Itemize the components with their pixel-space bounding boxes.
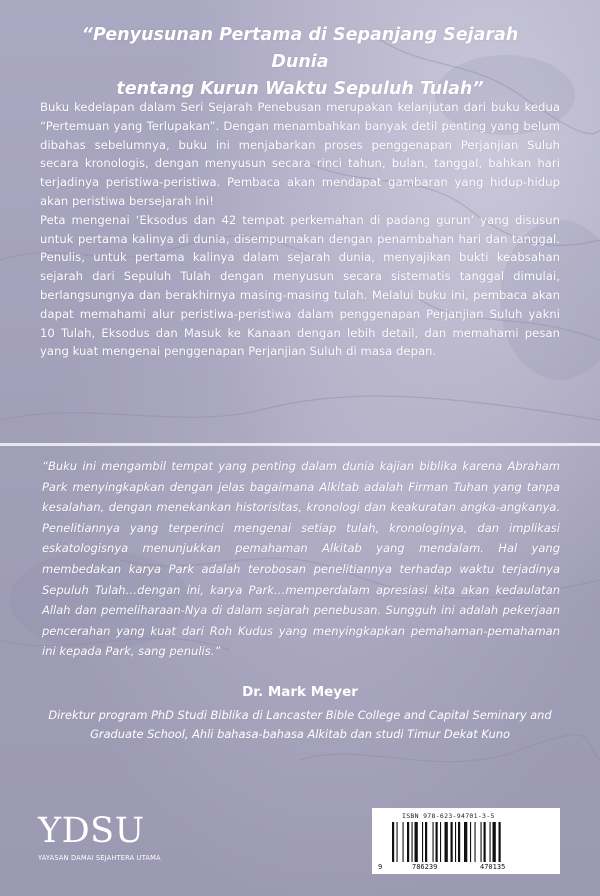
description-paragraph-2: Peta mengenai ‘Eksodus dan 42 tempat perkemahan di padang gurun’ yang disusun untuk pertama kalinya di dunia, disempurnakan dengan penambahan hari dan tanggal. Penulis, untuk pertama kalinya dalam sejarah dunia, menyajikan bukti keabsahan sejarah dari Sepuluh Tulah dengan menyusun secara sistematis tanggal dimulai, berlangsungnya dan berakhirnya masing-masing tulah. Melalui buku ini, pembaca akan dapat memahami alur peristiwa-peristiwa dalam penggenapan Perjanjian Suluh yakni 10 Tulah, Eksodus dan Masuk ke Kanaan dengan lebih detail, dan memahami pesan yang kuat mengenai penggenapan Perjanjian Suluh di masa depan. (40, 212, 560, 359)
headline (60, 22, 540, 103)
barcode-digits-group-1: 786239 (412, 863, 438, 871)
endorsement-quote: “Buku ini mengambil tempat yang penting dalam dunia kajian biblika karena Abraham Park menyingkapkan dengan jelas bagaimana Alkitab adalah Firman Tuhan yang tanpa kesalahan, dengan menekankan historisitas, kronologi dan keakuratan angka-angkanya. Penelitiannya yang terperinci mengenai setiap tulah, kronologinya, dan implikasi eskatologisnya menunjukkan pemahaman Alkitab yang mendalam. Hal yang membedakan karya Park adalah terobosan penelitiannya terhadap waktu terjadinya Sepuluh Tulah…dengan ini, karya Park…memperdalam apresiasi kita akan kedaulatan Allah dan pemeliharaan-Nya di dalam sejarah penebusan. Sungguh ini adalah pekerjaan pencerahan yang kuat dari Roh Kudus yang menyingkapkan pemahaman-pemahaman ini kepada Park, sang penulis.” (42, 459, 560, 659)
book-description (40, 98, 560, 361)
publisher-block (38, 812, 188, 862)
barcode-digit-first: 9 (378, 863, 383, 871)
publisher-name: YAYASAN DAMAI SEJAHTERA UTAMA (38, 854, 161, 862)
author-credentials: Direktur program PhD Studi Biblika di Lancaster Bible College and Capital Seminary and Graduate School, Ahli bahasa-bahasa Alkitab dan studi Timur Dekat Kuno (48, 708, 552, 741)
headline-line-2: tentang Kurun Waktu Sepuluh Tulah” (116, 79, 484, 99)
headline-line-1: “Penyusunan Pertama di Sepanjang Sejarah Dunia (81, 25, 519, 72)
endorsement-author: Dr. Mark Meyer (242, 684, 358, 700)
barcode-digits-group-2: 470135 (480, 863, 506, 871)
barcode-bars (392, 822, 542, 864)
isbn-number: ISBN 978-623-94701-3-5 (402, 812, 495, 820)
isbn-barcode (372, 808, 560, 874)
description-paragraph-1: Buku kedelapan dalam Seri Sejarah Penebusan merupakan kelanjutan dari buku kedua “Pertemuan yang Terlupakan”. Dengan menambahkan banyak detil penting yang belum dibahas sebelumnya, buku ini menjabarkan proses penggenapan Perjanjian Suluh secara kronologis, dengan menyusun secara rinci tahun, bulan, tanggal, bahkan hari terjadinya peristiwa-peristiwa. Pembaca akan mendapat gambaran yang hidup-hidup akan peristiwa bersejarah ini! (40, 100, 560, 208)
section-divider (0, 443, 600, 446)
publisher-logo: YDSU (38, 811, 145, 851)
